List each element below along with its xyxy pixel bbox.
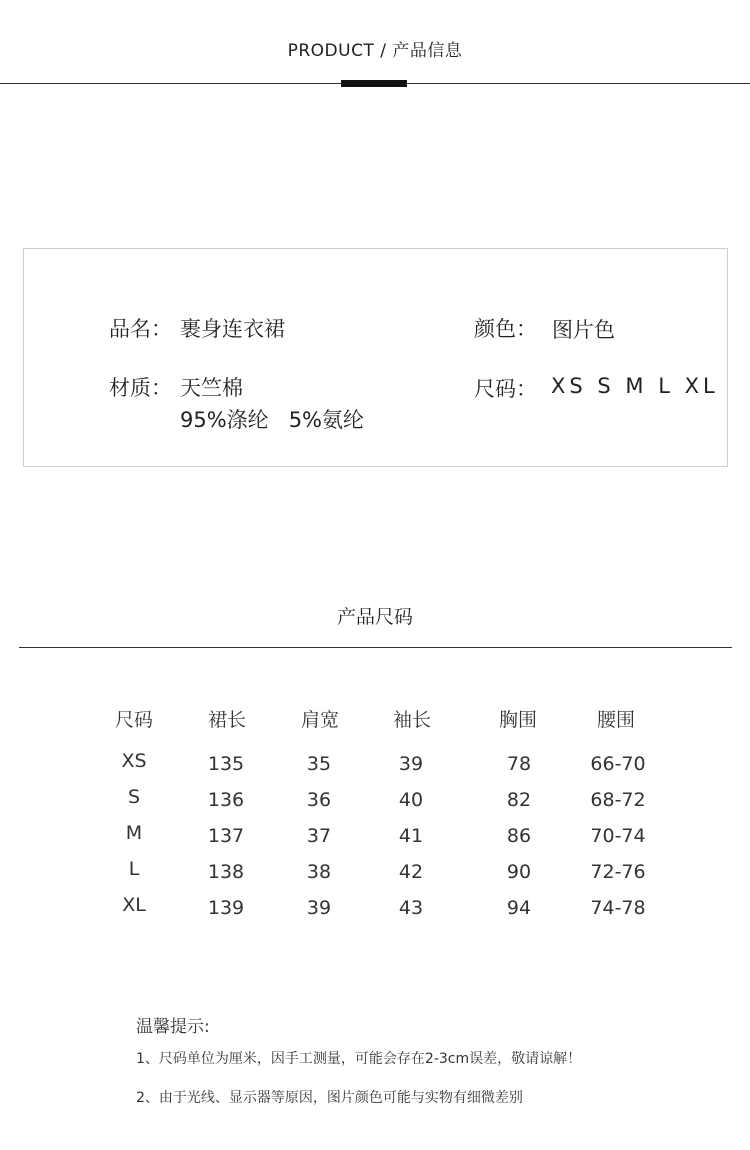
table-cell: 41 — [398, 825, 424, 847]
table-cell: 39 — [398, 753, 424, 775]
table-cell: 43 — [398, 897, 424, 919]
tip-line-1: 1、尺码单位为厘米，因手工测量，可能会存在2-3cm误差，敬请谅解！ — [136, 1051, 582, 1067]
table-cell: 90 — [506, 861, 532, 883]
table-cell: 82 — [506, 789, 532, 811]
table-cell: 39 — [306, 897, 332, 919]
table-cell: 135 — [207, 753, 245, 775]
table-cell: L — [128, 858, 140, 880]
table-cell: 68-72 — [590, 789, 646, 811]
table-cell: 94 — [506, 897, 532, 919]
color-value: 图片色 — [552, 318, 615, 342]
tip-line-2: 2、由于光线、显示器等原因，图片颜色可能与实物有细微差别 — [136, 1090, 523, 1106]
material-detail: 95%涤纶 5%氨纶 — [180, 408, 365, 432]
name-value: 裹身连衣裙 — [180, 317, 285, 341]
table-cell: M — [125, 822, 143, 844]
table-header-waist: 腰围 — [596, 709, 635, 731]
material-value: 天竺棉 — [180, 376, 243, 400]
page-title: PRODUCT / 产品信息 — [287, 41, 463, 61]
table-cell: 136 — [207, 789, 245, 811]
product-info-box — [23, 248, 728, 467]
table-header-length: 裙长 — [207, 709, 246, 731]
table-header-sleeve: 袖长 — [392, 709, 431, 731]
table-header-shoulder: 肩宽 — [300, 709, 339, 731]
table-cell: 42 — [398, 861, 424, 883]
table-cell: XL — [122, 894, 146, 916]
table-cell: 74-78 — [590, 897, 646, 919]
table-cell: 72-76 — [590, 861, 646, 883]
table-cell: 78 — [506, 753, 532, 775]
table-cell: S — [127, 786, 141, 808]
table-cell: 70-74 — [590, 825, 646, 847]
size-section-divider — [19, 647, 732, 648]
size-options: XS S M L XL — [551, 374, 719, 398]
table-cell: 38 — [306, 861, 332, 883]
name-label: 品名： — [109, 317, 172, 341]
table-cell: 86 — [506, 825, 532, 847]
size-section-title: 产品尺码 — [336, 606, 413, 628]
material-label: 材质： — [109, 376, 172, 400]
table-header-bust: 胸围 — [498, 709, 537, 731]
table-cell: 139 — [207, 897, 245, 919]
table-cell: 40 — [398, 789, 424, 811]
table-cell: 35 — [306, 753, 332, 775]
table-cell: 138 — [207, 861, 245, 883]
table-cell: 137 — [207, 825, 245, 847]
header-accent-bar — [341, 80, 407, 87]
table-cell: 66-70 — [590, 753, 646, 775]
size-label: 尺码： — [474, 377, 537, 401]
table-header-size: 尺码 — [114, 709, 153, 731]
table-cell: 37 — [306, 825, 332, 847]
color-label: 颜色： — [474, 317, 537, 341]
table-cell: 36 — [306, 789, 332, 811]
table-cell: XS — [121, 750, 147, 772]
tips-title: 温馨提示: — [136, 1017, 210, 1037]
